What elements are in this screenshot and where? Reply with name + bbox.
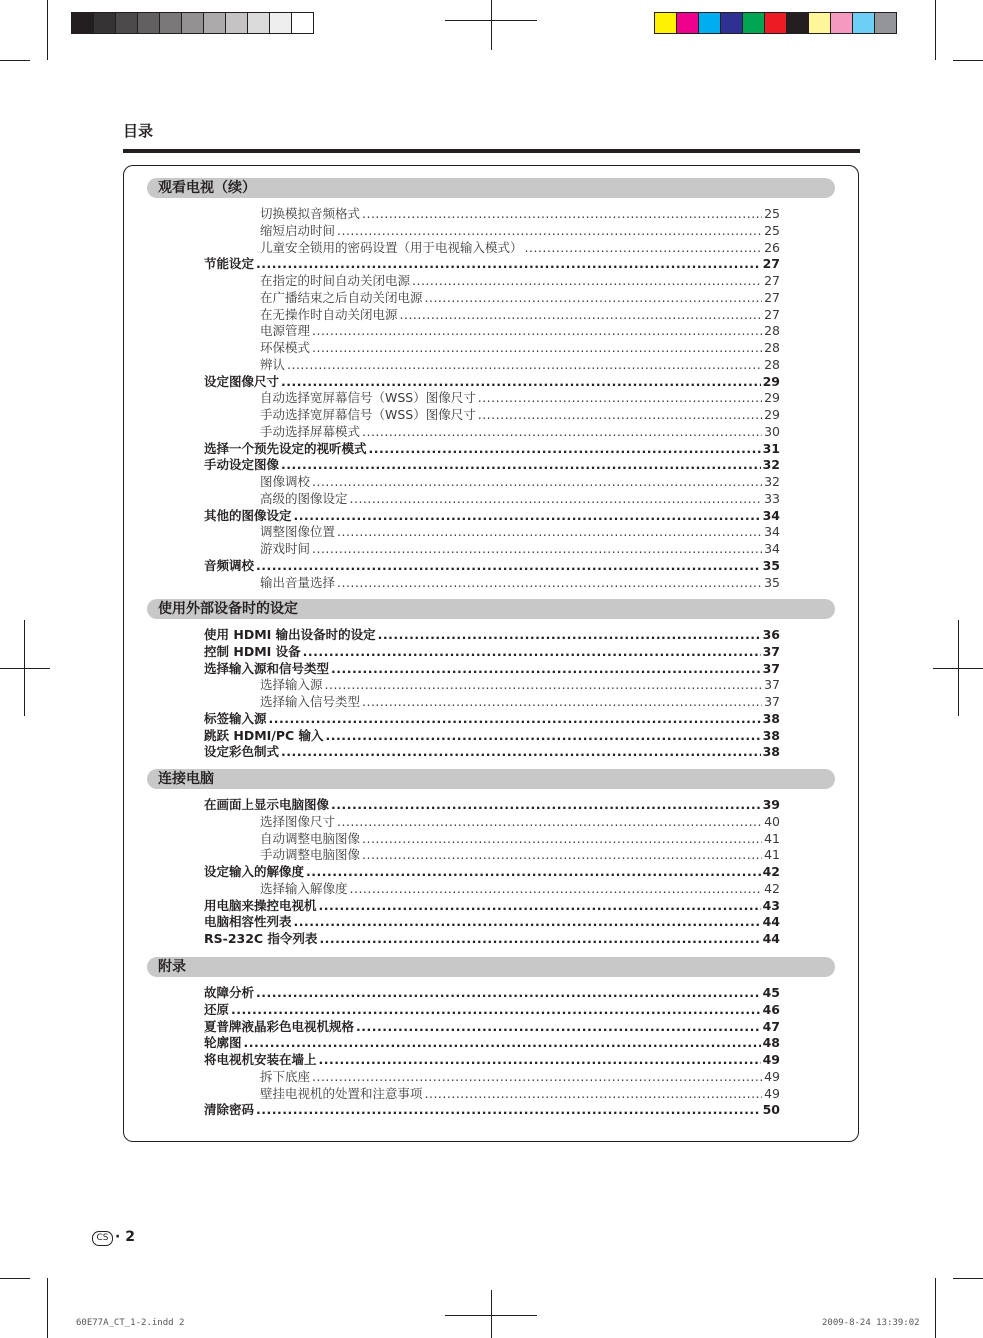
- toc-entry[interactable]: [260, 881, 780, 897]
- toc-entry-title: 选择一个预先设定的视听模式: [204, 440, 367, 456]
- toc-entry[interactable]: [204, 558, 780, 574]
- toc-entry-title: 电源管理: [260, 323, 311, 339]
- crop-mark: [491, 1290, 492, 1338]
- toc-entry-title: 使用 HDMI 输出设备时的设定: [204, 627, 376, 642]
- color-swatch: [764, 12, 787, 34]
- crop-mark: [47, 1278, 48, 1338]
- toc-entry-title: 选择输入解像度: [260, 880, 348, 896]
- toc-entry[interactable]: [260, 814, 780, 830]
- toc-entry[interactable]: [260, 424, 780, 440]
- crop-mark: [0, 60, 30, 61]
- page-number-value: 2: [125, 1229, 135, 1245]
- toc-entry-page: 44: [762, 931, 780, 946]
- toc-entry-page: 50: [762, 1102, 780, 1118]
- crop-mark: [47, 0, 48, 60]
- dot-leader: [325, 677, 763, 693]
- dot-leader: [525, 240, 763, 256]
- toc-entry-page: 25: [764, 206, 780, 221]
- dot-leader: [281, 374, 761, 390]
- crop-mark: [953, 1278, 983, 1279]
- toc-entry[interactable]: [260, 390, 780, 406]
- toc-entry-title: 清除密码: [204, 1102, 255, 1118]
- dot-leader: [256, 1102, 761, 1118]
- toc-entry-title: 夏普牌液晶彩色电视机规格: [204, 1018, 355, 1034]
- toc-entry-title: 手动选择宽屏幕信号（WSS）图像尺寸: [260, 407, 476, 422]
- toc-entry-page: 41: [764, 847, 780, 863]
- dot-leader: [319, 931, 760, 947]
- toc-entry-page: 27: [764, 306, 780, 322]
- toc-entry[interactable]: [260, 206, 780, 222]
- toc-entry-page: 45: [762, 985, 780, 1000]
- toc-entry[interactable]: [204, 985, 780, 1001]
- toc-entry-page: 49: [762, 1052, 780, 1067]
- toc-entry-title: 自动调整电脑图像: [260, 830, 361, 846]
- dot-leader: [306, 864, 761, 880]
- crop-mark: [24, 620, 25, 716]
- crop-mark: [0, 1278, 30, 1279]
- dot-leader: [312, 1069, 762, 1085]
- toc-entry[interactable]: [260, 575, 780, 591]
- toc-entry[interactable]: [260, 240, 780, 256]
- page-title: 目录: [123, 122, 154, 140]
- crop-mark: [935, 1278, 936, 1338]
- toc-entry-title: 设定彩色制式: [204, 744, 280, 760]
- toc-entry[interactable]: [204, 1002, 780, 1018]
- toc-entry-title: 音频调校: [204, 557, 255, 573]
- toc-entry-page: 32: [764, 474, 780, 489]
- color-swatch: [874, 12, 897, 34]
- toc-entry-title: 儿童安全锁用的密码设置（用于电视输入模式）: [260, 239, 523, 255]
- toc-entry-page: 40: [764, 813, 780, 829]
- toc-entry[interactable]: [204, 728, 780, 744]
- toc-entry-title: 控制 HDMI 设备: [204, 643, 301, 659]
- separator: ·: [115, 1229, 121, 1245]
- toc-entry[interactable]: [204, 864, 780, 880]
- toc-entry-title: 输出音量选择: [260, 574, 336, 590]
- toc-entry-page: 48: [762, 1035, 780, 1051]
- section-heading: 连接电脑: [147, 769, 835, 789]
- toc-entry[interactable]: [204, 627, 780, 643]
- toc-entry-title: 环保模式: [260, 340, 311, 355]
- toc-entry-title: 辨认: [260, 356, 286, 372]
- toc-entry-page: 37: [764, 677, 780, 693]
- color-swatch: [830, 12, 853, 34]
- toc-entry[interactable]: [260, 290, 780, 306]
- toc-entry-page: 28: [764, 356, 780, 372]
- toc-entry-page: 29: [764, 407, 780, 422]
- language-badge: CS: [92, 1231, 113, 1246]
- color-swatch: [852, 12, 875, 34]
- dot-leader: [256, 985, 761, 1001]
- section-heading: 使用外部设备时的设定: [147, 599, 835, 619]
- print-timestamp: 2009-8-24 13:39:02: [822, 1318, 920, 1328]
- dot-leader: [312, 323, 762, 339]
- toc-entry-page: 47: [762, 1018, 780, 1034]
- dot-leader: [337, 575, 762, 591]
- crop-mark: [0, 668, 50, 669]
- toc-entry-title: 切换模拟音频格式: [260, 206, 361, 221]
- color-swatch: [115, 12, 138, 34]
- dot-leader: [362, 206, 762, 222]
- toc-entry-title: 在无操作时自动关闭电源: [260, 306, 398, 322]
- toc-entry[interactable]: [260, 474, 780, 490]
- toc-entry-page: 43: [762, 897, 780, 913]
- color-swatch: [269, 12, 292, 34]
- toc-entry[interactable]: [204, 1052, 780, 1068]
- toc-entry-page: 35: [762, 557, 780, 573]
- toc-entry-title: 选择输入源和信号类型: [204, 660, 330, 676]
- toc-entry-page: 38: [762, 744, 780, 760]
- crop-mark: [953, 60, 983, 61]
- toc-entry-title: 选择输入信号类型: [260, 694, 361, 709]
- dot-leader: [350, 491, 763, 507]
- toc-entry[interactable]: [204, 508, 780, 524]
- toc-entry-page: 37: [764, 694, 780, 709]
- dot-leader: [369, 441, 761, 457]
- color-swatch: [93, 12, 116, 34]
- toc-entry-page: 38: [762, 710, 780, 726]
- color-swatch: [291, 12, 314, 34]
- dot-leader: [362, 694, 762, 710]
- toc-entry-page: 34: [762, 507, 780, 523]
- toc-entry-page: 27: [764, 289, 780, 305]
- toc-entry-page: 29: [764, 390, 780, 406]
- crop-mark: [491, 0, 492, 50]
- toc-entry-page: 37: [762, 643, 780, 659]
- toc-entry[interactable]: [260, 357, 780, 373]
- toc-entry[interactable]: [260, 677, 780, 693]
- toc-entry-page: 37: [762, 660, 780, 676]
- dot-leader: [294, 914, 761, 930]
- toc-entry-title: 用电脑来操控电视机: [204, 897, 317, 913]
- toc-entry[interactable]: [260, 847, 780, 863]
- color-swatch: [181, 12, 204, 34]
- color-swatch: [137, 12, 160, 34]
- dot-leader: [244, 1035, 761, 1051]
- color-swatch: [808, 12, 831, 34]
- toc-entry[interactable]: [260, 524, 780, 540]
- toc-entry-page: 31: [762, 440, 780, 456]
- toc-entry[interactable]: [204, 644, 780, 660]
- toc-entry-title: 壁挂电视机的处置和注意事项: [260, 1085, 423, 1101]
- toc-entry-page: 33: [764, 490, 780, 506]
- toc-entry-title: 跳跃 HDMI/PC 输入: [204, 727, 324, 743]
- toc-entry-title: 电脑相容性列表: [204, 914, 292, 930]
- dot-leader: [350, 881, 763, 897]
- color-swatch: [203, 12, 226, 34]
- dot-leader: [337, 223, 762, 239]
- toc-entry-title: 自动选择宽屏幕信号（WSS）图像尺寸: [260, 390, 476, 406]
- dot-leader: [478, 407, 762, 423]
- toc-entry-page: 38: [762, 727, 780, 743]
- color-swatch: [720, 12, 743, 34]
- toc-entry-page: 28: [764, 323, 780, 339]
- toc-entry[interactable]: [204, 1035, 780, 1051]
- toc-entry-page: 39: [762, 797, 780, 812]
- color-swatch: [654, 12, 677, 34]
- toc-entry-title: 设定图像尺寸: [204, 373, 280, 389]
- toc-entry-page: 49: [764, 1085, 780, 1101]
- dot-leader: [331, 797, 761, 813]
- toc-entry-title: 缩短启动时间: [260, 222, 336, 238]
- dot-leader: [478, 390, 762, 406]
- color-swatch: [786, 12, 809, 34]
- color-calibration-bar: [654, 12, 896, 34]
- toc-entry-page: 42: [764, 880, 780, 896]
- dot-leader: [356, 1019, 761, 1035]
- toc-entry-page: 42: [762, 864, 780, 879]
- section-heading: 观看电视（续）: [147, 178, 835, 198]
- dot-leader: [412, 273, 762, 289]
- color-swatch: [225, 12, 248, 34]
- toc-entry-title: 高级的图像设定: [260, 490, 348, 506]
- toc-entry-title: 设定输入的解像度: [204, 864, 305, 879]
- toc-entry-page: 29: [762, 373, 780, 389]
- dot-leader: [331, 661, 761, 677]
- toc-entry[interactable]: [260, 694, 780, 710]
- crop-mark: [445, 1315, 537, 1316]
- toc-entry[interactable]: [204, 661, 780, 677]
- toc-entry-page: 27: [764, 273, 780, 288]
- toc-entry[interactable]: [204, 1102, 780, 1118]
- color-swatch: [159, 12, 182, 34]
- dot-leader: [231, 1002, 761, 1018]
- toc-entry-title: 调整图像位置: [260, 524, 336, 540]
- dot-leader: [378, 627, 761, 643]
- dot-leader: [326, 728, 761, 744]
- dot-leader: [362, 424, 762, 440]
- toc-entry-title: 游戏时间: [260, 541, 311, 556]
- dot-leader: [362, 831, 762, 847]
- title-rule: [123, 149, 860, 153]
- dot-leader: [337, 814, 762, 830]
- dot-leader: [312, 474, 762, 490]
- toc-entry[interactable]: [204, 744, 780, 760]
- toc-entry[interactable]: [260, 340, 780, 356]
- dot-leader: [303, 644, 761, 660]
- toc-entry[interactable]: [204, 1019, 780, 1035]
- toc-entry[interactable]: [204, 797, 780, 813]
- toc-entry-title: 在广播结束之后自动关闭电源: [260, 289, 423, 305]
- dot-leader: [287, 357, 762, 373]
- toc-entry-page: 30: [764, 423, 780, 439]
- toc-entry-title: 其他的图像设定: [204, 507, 292, 523]
- toc-entry-title: 还原: [204, 1001, 230, 1017]
- color-swatch: [676, 12, 699, 34]
- toc-entry[interactable]: [260, 407, 780, 423]
- toc-entry[interactable]: [260, 323, 780, 339]
- color-swatch: [247, 12, 270, 34]
- toc-entry-title: 选择图像尺寸: [260, 813, 336, 829]
- dot-leader: [312, 340, 762, 356]
- toc-entry[interactable]: [204, 374, 780, 390]
- dot-leader: [425, 290, 763, 306]
- toc-entry[interactable]: [204, 711, 780, 727]
- dot-leader: [294, 508, 761, 524]
- grey-calibration-bar: [71, 12, 313, 34]
- toc-entry-page: 49: [764, 1068, 780, 1084]
- dot-leader: [312, 541, 762, 557]
- toc-entry[interactable]: [204, 457, 780, 473]
- dot-leader: [319, 898, 761, 914]
- toc-entry-page: 28: [764, 340, 780, 355]
- color-swatch: [698, 12, 721, 34]
- toc-entry-title: 标签输入源: [204, 710, 267, 726]
- toc-entry[interactable]: [260, 1069, 780, 1085]
- toc-entry-title: 在画面上显示电脑图像: [204, 797, 330, 812]
- toc-entry[interactable]: [204, 931, 780, 947]
- crop-mark: [935, 0, 936, 60]
- toc-entry-title: 在指定的时间自动关闭电源: [260, 273, 411, 288]
- dot-leader: [281, 744, 761, 760]
- dot-leader: [362, 847, 762, 863]
- toc-entry-page: 26: [764, 239, 780, 255]
- toc-entry-title: 手动设定图像: [204, 457, 280, 473]
- toc-entry[interactable]: [204, 256, 780, 272]
- toc-entry-page: 34: [764, 524, 780, 540]
- toc-entry-title: 手动选择屏幕模式: [260, 423, 361, 439]
- dot-leader: [256, 558, 761, 574]
- print-file-name: 60E77A_CT_1-2.indd 2: [76, 1318, 185, 1328]
- toc-entry-page: 36: [762, 627, 780, 642]
- dot-leader: [269, 711, 761, 727]
- toc-entry-title: 轮廓图: [204, 1035, 242, 1051]
- dot-leader: [425, 1086, 763, 1102]
- toc-entry-title: RS-232C 指令列表: [204, 931, 318, 946]
- dot-leader: [281, 457, 761, 473]
- toc-entry-title: 选择输入源: [260, 677, 323, 693]
- toc-entry-title: 节能设定: [204, 256, 255, 272]
- toc-entry[interactable]: [204, 898, 780, 914]
- toc-entry-title: 拆下底座: [260, 1068, 311, 1084]
- toc-entry-page: 34: [764, 541, 780, 556]
- toc-entry[interactable]: [260, 273, 780, 289]
- toc-entry-page: 25: [764, 222, 780, 238]
- toc-entry-page: 44: [762, 914, 780, 930]
- toc-entry[interactable]: [204, 914, 780, 930]
- toc-entry-title: 故障分析: [204, 985, 255, 1000]
- dot-leader: [319, 1052, 761, 1068]
- toc-entry-page: 46: [762, 1001, 780, 1017]
- toc-entry-page: 27: [762, 256, 780, 272]
- dot-leader: [337, 524, 762, 540]
- toc-entry-title: 将电视机安装在墙上: [204, 1052, 317, 1067]
- toc-entry-page: 41: [764, 830, 780, 846]
- page-number: [115, 1229, 135, 1245]
- toc-entry-page: 32: [762, 457, 780, 473]
- toc-entry[interactable]: [260, 1086, 780, 1102]
- toc-entry[interactable]: [204, 441, 780, 457]
- crop-mark: [445, 20, 537, 21]
- toc-entry-title: 手动调整电脑图像: [260, 847, 361, 863]
- toc-entry-page: 35: [764, 574, 780, 590]
- toc-entry[interactable]: [260, 541, 780, 557]
- toc-entry[interactable]: [260, 491, 780, 507]
- toc-entry[interactable]: [260, 223, 780, 239]
- toc-entry[interactable]: [260, 831, 780, 847]
- color-swatch: [71, 12, 94, 34]
- section-heading: 附录: [147, 957, 835, 977]
- crop-mark: [958, 620, 959, 716]
- toc-entry[interactable]: [260, 307, 780, 323]
- color-swatch: [742, 12, 765, 34]
- dot-leader: [256, 256, 761, 272]
- dot-leader: [400, 307, 763, 323]
- toc-entry-title: 图像调校: [260, 474, 311, 489]
